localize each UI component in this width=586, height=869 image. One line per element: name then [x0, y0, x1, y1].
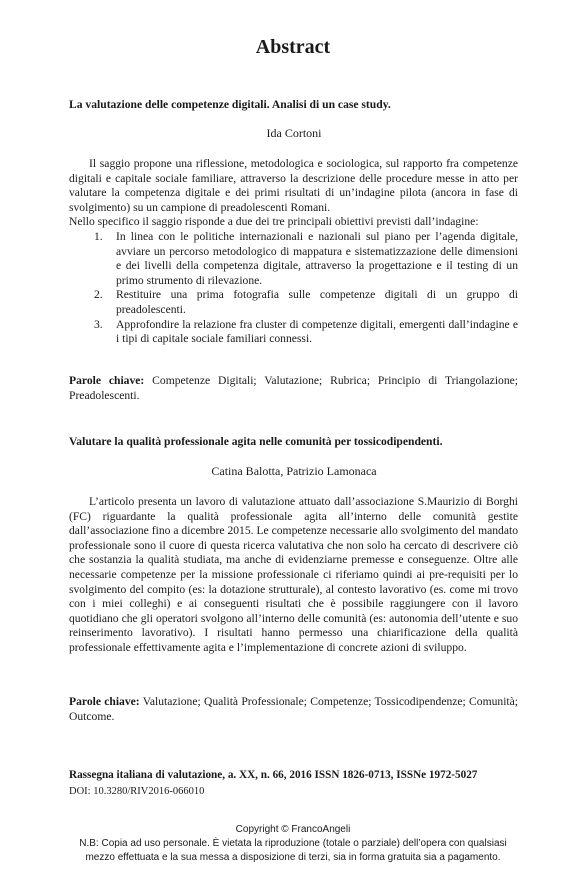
- article-2-author: Catina Balotta, Patrizio Lamonaca: [211, 464, 377, 478]
- list-item: [69, 318, 518, 347]
- list-item: [69, 288, 518, 317]
- objectives-list: [69, 230, 518, 347]
- list-item: [69, 230, 518, 288]
- copyright-line: Copyright © FrancoAngeli: [235, 824, 351, 835]
- list-item-number: 1.: [94, 229, 103, 243]
- article-1-paragraph: Nello specifico il saggio risponde a due dei tre principali obiettivi previsti dall’indagine:: [69, 215, 479, 229]
- keywords-label: Parole chiave:: [69, 695, 140, 708]
- article-2-paragraph: L’articolo presenta un lavoro di valutazione attuato dall’associazione S.Maurizio di Borghi (FC) riguardante la qualità professionale agita all’interno delle comunità gestite dall’associazione fino a dicembre 2015. Le competenze necessarie allo svolgimento del mandato professionale sono il cuore di questa ricerca valutativa che non solo ha cercato di descrivere ciò che sostanzia la qualità studiata, ma anche di evidenziarne premesse e conseguenze. Oltre alle necessarie competenze per la missione professionale ci riferiamo quindi ai pre-requisiti per lo svolgimento del compito (es: la dotazione strutturale), al contesto lavorativo (es. come mi trovo con i miei colleghi) e ai conseguenti risultati che è possibile raggiungere con il lavoro quotidiano che gli operatori svolgono all’interno delle comunità (es: autonomia dell’utente e suo reinserimento lavorativo). I risultati hanno permesso una chiarificazione della qualità professionale effettivamente agita e l’implementazione di concrete azioni di sviluppo.: [69, 495, 518, 654]
- article-1-paragraph: Il saggio propone una riflessione, metodologica e sociologica, sul rapporto fra competenze digitali e capitale sociale familiare, attraverso la descrizione delle procedure messe in atto per valutare la competenza digitale e dei primi risultati di un’indagine pilota (ancora in fase di svolgimento) su un campione di preadolescenti Romani.: [69, 157, 518, 214]
- list-item-text: In linea con le politiche internazionali e nazionali sul piano per l’agenda digitale, avviare un percorso metodologico di mappatura e sistematizzazione delle dimensioni e dei livelli della competenza digitale, attraverso la progettazione e il testing di un primo strumento di rilevazione.: [116, 229, 518, 287]
- doi: DOI: 10.3280/RIV2016-066010: [69, 786, 205, 797]
- list-item-text: Approfondire la relazione fra cluster di competenze digitali, emergenti dall’indagine e i tipi di capitale sociale familiari connessi.: [116, 317, 518, 346]
- article-1-author: Ida Cortoni: [266, 126, 322, 140]
- journal-citation: Rassegna italiana di valutazione, a. XX, n. 66, 2016 ISSN 1826-0713, ISSNe 1972-5027: [69, 769, 478, 781]
- notice-line-2: mezzo effettuata e la sua messa a disposizione di terzi, sia in forma gratuita sia a pagamento.: [85, 852, 501, 863]
- notice-line-1: N.B: Copia ad uso personale. È vietata la riproduzione (totale o parziale) dell’opera con qualsiasi: [79, 838, 507, 849]
- list-item-number: 3.: [94, 317, 103, 331]
- list-item-text: Restituire una prima fotografia sulle competenze digitali di un gruppo di preadolescenti.: [116, 288, 518, 316]
- keywords-text: Valutazione; Qualità Professionale; Competenze; Tossicodipendenze; Comunità; Outcome.: [69, 695, 518, 723]
- article-2-title: Valutare la qualità professionale agita nelle comunità per tossicodipendenti.: [69, 435, 443, 448]
- article-1-title: La valutazione delle competenze digitali. Analisi di un case study.: [69, 98, 391, 111]
- keywords-label: Parole chiave:: [69, 374, 145, 387]
- keywords-text: Competenze Digitali; Valutazione; Rubrica; Principio di Triangolazione; Preadolescenti.: [69, 374, 518, 402]
- article-2-body: [69, 495, 518, 656]
- list-item-number: 2.: [94, 288, 103, 302]
- article-2-keywords: [69, 695, 518, 724]
- copyright-footer: [0, 823, 586, 865]
- page-title: Abstract: [255, 36, 331, 58]
- article-1-body: [69, 157, 518, 347]
- article-1-keywords: [69, 374, 518, 403]
